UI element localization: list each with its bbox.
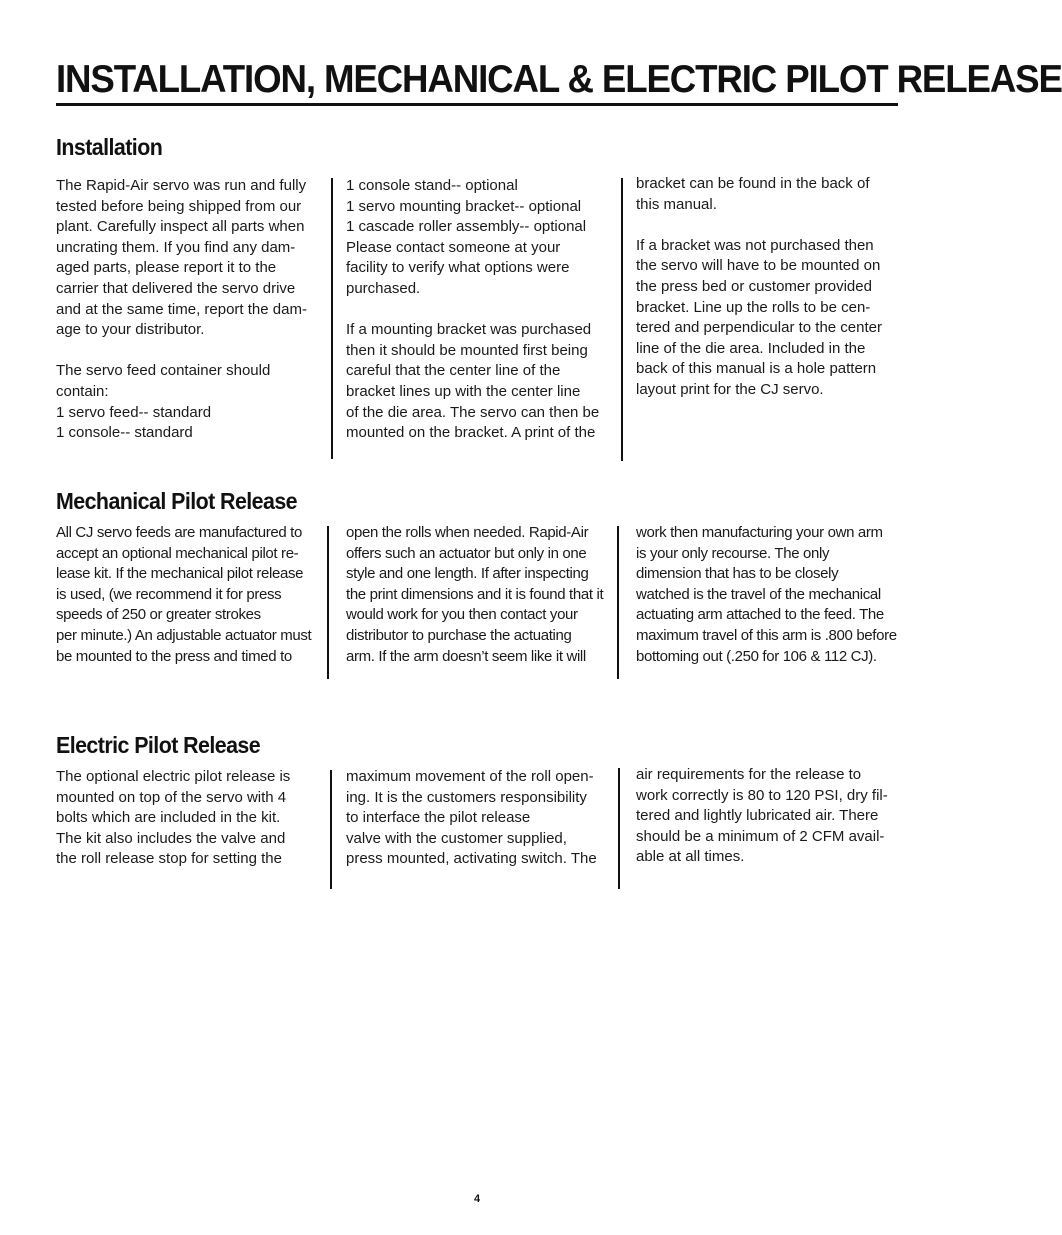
installation-col-2: 1 console stand-- optional 1 servo mounting bracket-- optional 1 cascade roller assembly-- optional Please contact someone at your facility to verify what options were purchased. If a mounting bracket was purchased then it should be mounted first being careful that the center line of the bracket lines up with the center line of the die area. The servo can then be mounted on the bracket. A print of the: [346, 177, 600, 442]
electric-col-2: maximum movement of the roll open- ing. It is the customers responsibility to interface the pilot release valve with the customer supplied, press mounted, activating switch. The: [346, 768, 597, 868]
installation-col-3: bracket can be found in the back of this manual. If a bracket was not purchased then the servo will have to be mounted on the press bed or customer provided bracket. Line up the rolls to be cen- tered and perpendicular to the center line of the die area. Included in the back of this manual is a hole pattern layout print for the CJ servo.: [636, 175, 882, 398]
mechanical-col-1: All CJ servo feeds are manufactured to accept an optional mechanical pilot re- lease kit. If the mechanical pilot release is used, (we recommend it for press speeds of 250 or greater strokes per minute.) An adjustable actuator must be mounted to the press and timed to: [56, 524, 312, 665]
column-divider: [621, 178, 623, 461]
installation-col-1: The Rapid-Air servo was run and fully tested before being shipped from our plant. Carefully inspect all parts when uncrating them. If you find any dam- aged parts, please report it to the carrier that delivered the servo drive and at the same time, report the dam- age to your distributor. The servo feed container should contain: 1 servo feed-- standard 1 console-- standard: [56, 177, 307, 442]
column-divider: [618, 768, 620, 889]
column-divider: [327, 526, 329, 679]
column-divider: [330, 770, 332, 889]
page-number: 4: [473, 1193, 481, 1205]
installation-heading: Installation: [56, 134, 163, 160]
electric-heading: Electric Pilot Release: [56, 732, 261, 758]
title-rule: [56, 103, 898, 106]
mechanical-col-3: work then manufacturing your own arm is your only recourse. The only dimension that has to be closely watched is the travel of the mechanical actuating arm attached to the feed. The maximum travel of this arm is .800 before bottoming out (.250 for 106 & 112 CJ).: [636, 524, 897, 665]
electric-col-3: air requirements for the release to work correctly is 80 to 120 PSI, dry fil- tered and lightly lubricated air. There should be a minimum of 2 CFM avail- able at all times.: [636, 766, 888, 866]
electric-col-1: The optional electric pilot release is mounted on top of the servo with 4 bolts which are included in the kit. The kit also includes the valve and the roll release stop for setting the: [56, 768, 291, 868]
mechanical-heading: Mechanical Pilot Release: [56, 488, 298, 514]
mechanical-col-2: open the rolls when needed. Rapid-Air offers such an actuator but only in one style and one length. If after inspecting the print dimensions and it is found that it would work for you then contact your distributor to purchase the actuating arm. If the arm doesn’t seem like it will: [346, 524, 604, 665]
column-divider: [617, 526, 619, 679]
page-title: INSTALLATION, MECHANICAL & ELECTRIC PILOT RELEASE: [56, 58, 1062, 101]
column-divider: [331, 178, 333, 459]
